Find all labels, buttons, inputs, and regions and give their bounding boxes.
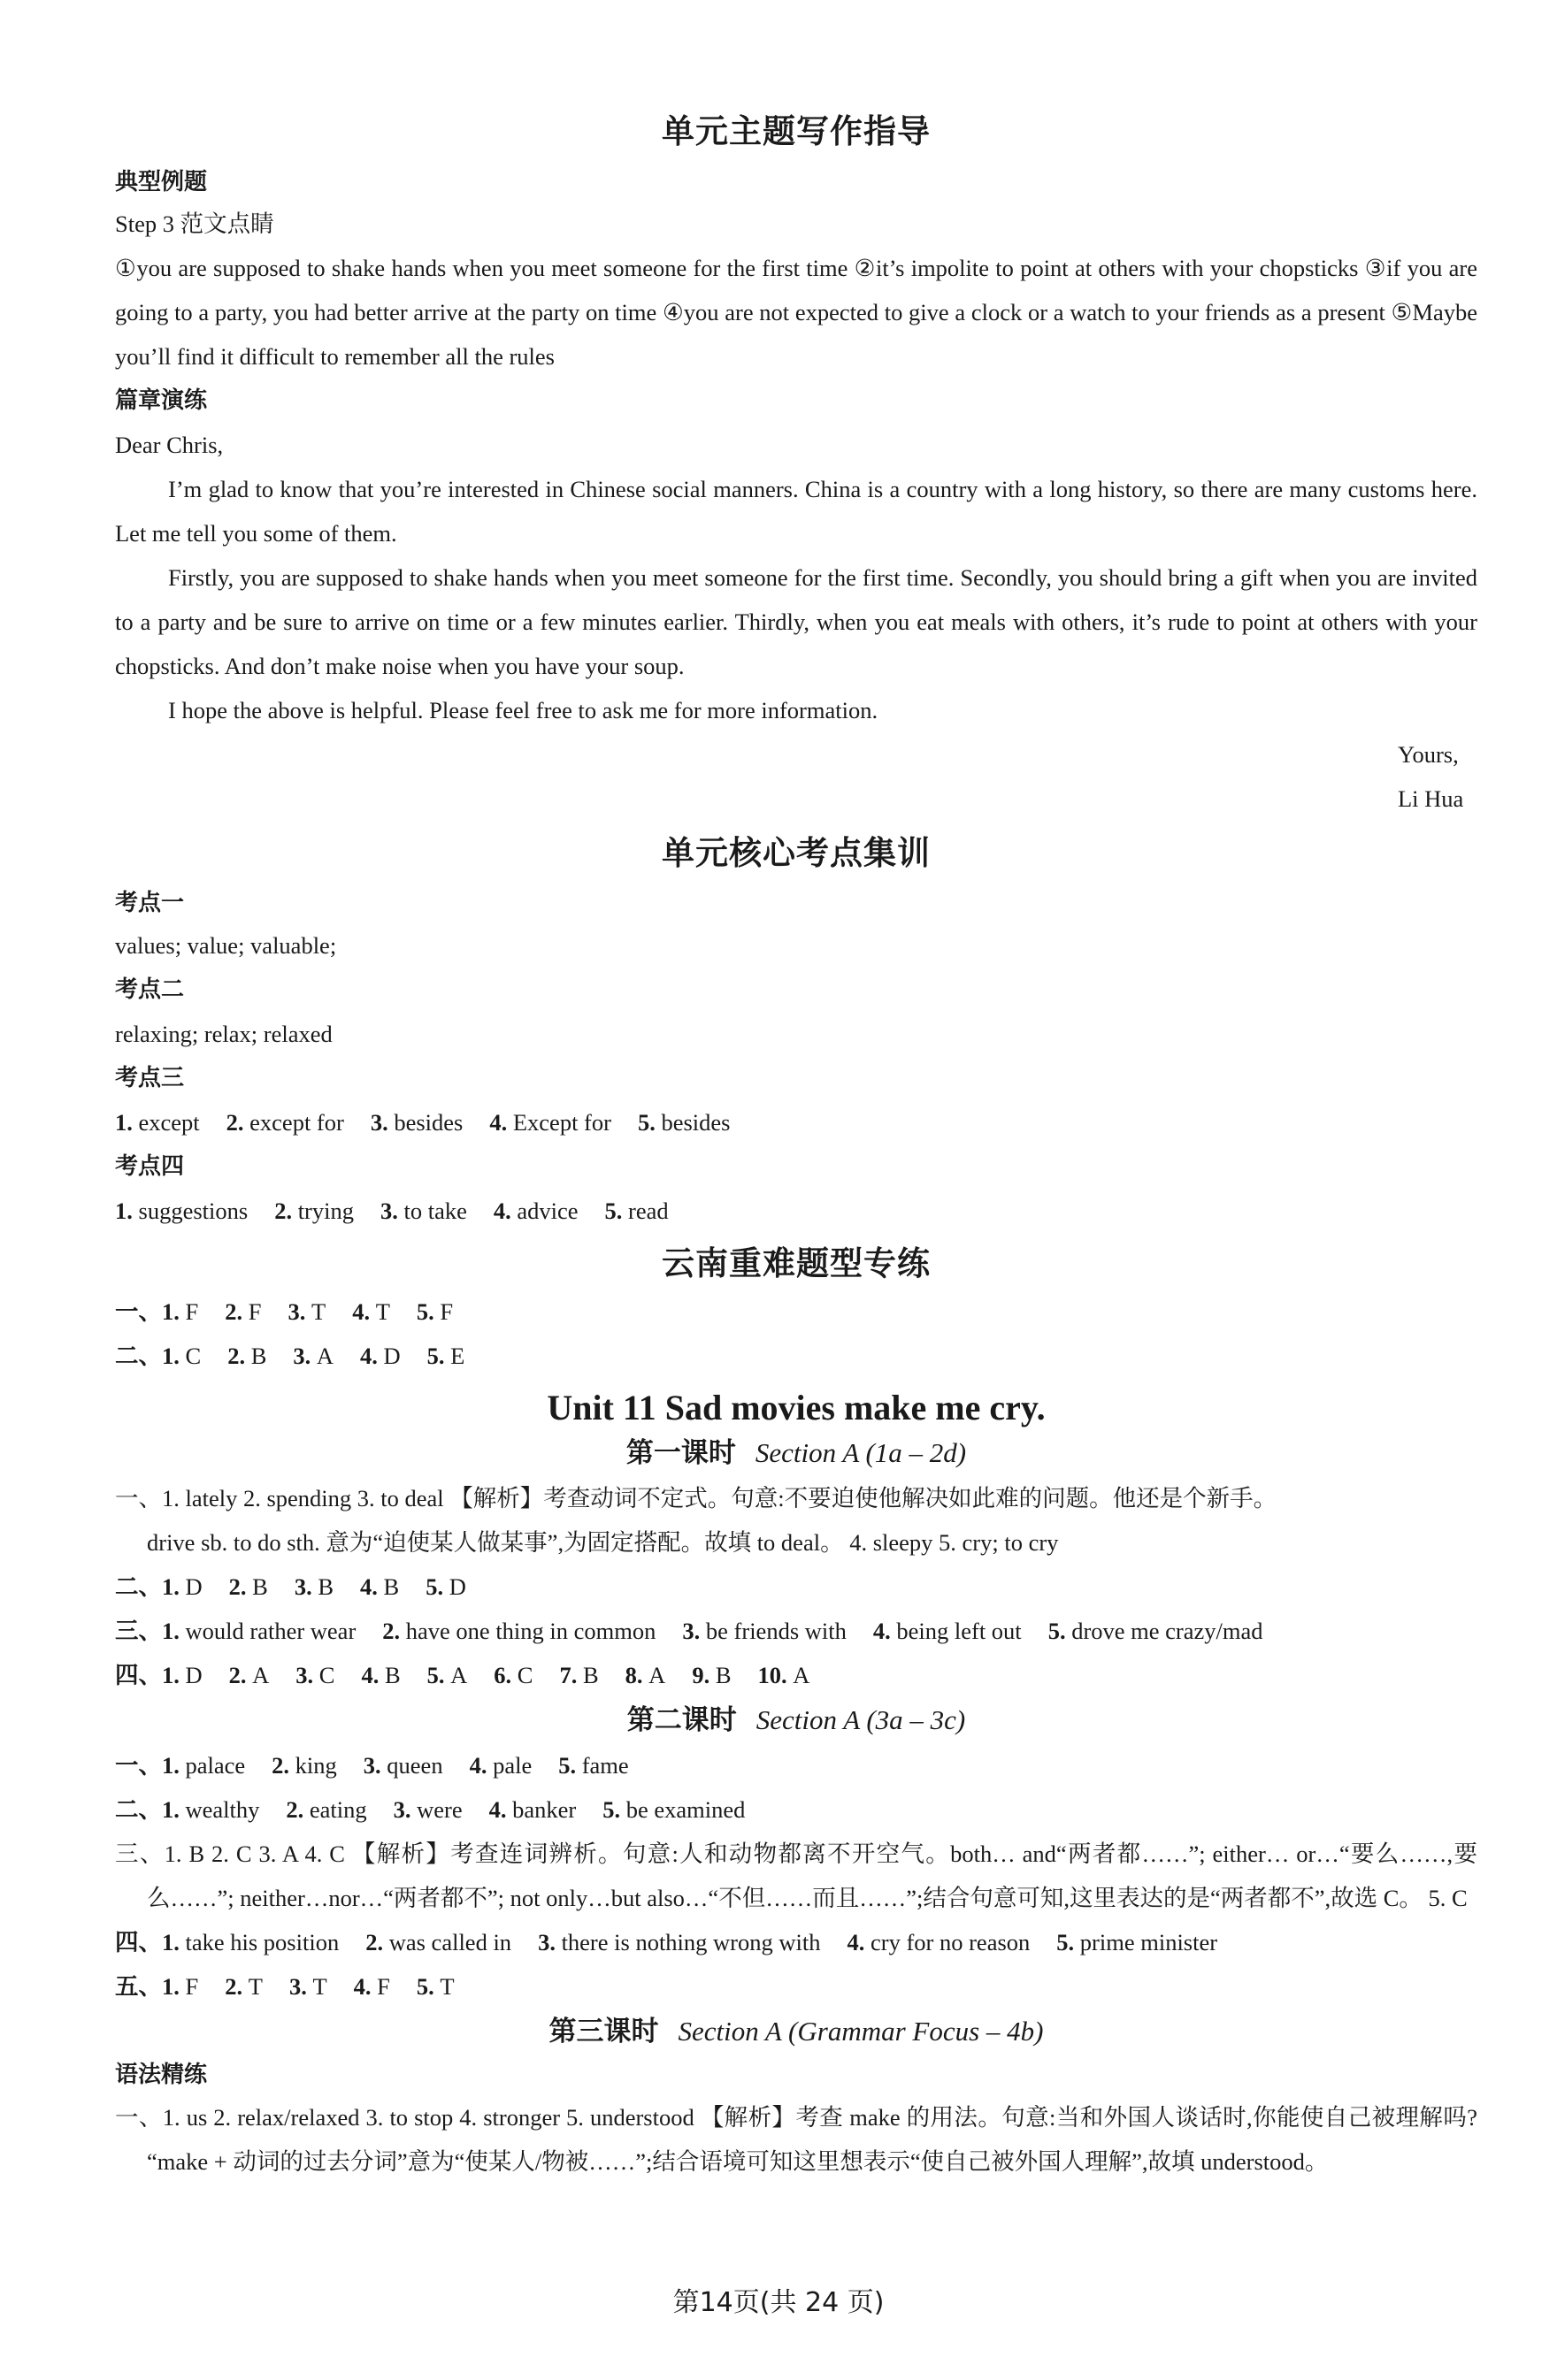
page-footer: 第14页(共 24 页) (672, 2287, 885, 2318)
item-answer: trying (297, 1198, 354, 1224)
answer-item (162, 1752, 245, 1779)
item-answer: D (449, 1573, 466, 1600)
item-answer: B (715, 1662, 732, 1688)
item-number: 3. (393, 1796, 418, 1823)
item-number: 4. (489, 1109, 513, 1136)
lesson-section: Section A (1a – 2d) (755, 1437, 967, 1468)
answer-row (115, 1609, 1477, 1653)
answer-item (229, 1573, 268, 1600)
answer-item (272, 1752, 337, 1779)
answer-item (682, 1618, 846, 1644)
row-prefix: 三、 (115, 1618, 162, 1644)
answer-item (360, 1343, 401, 1369)
answer-item (489, 1796, 577, 1823)
item-number: 4. (872, 1618, 897, 1644)
item-number: 3. (288, 1298, 311, 1325)
yunnan-title: 云南重难题型专练 (662, 1244, 931, 1282)
answer-item (692, 1662, 731, 1688)
item-number: 5. (637, 1109, 662, 1136)
row-prefix: 二、 (115, 1573, 162, 1600)
lesson-title: 第一课时 (625, 1437, 736, 1469)
point-answer (115, 1100, 1477, 1144)
answer-row (115, 1653, 1477, 1697)
answer-item (1056, 1929, 1217, 1955)
item-number: 5. (426, 1343, 451, 1369)
answer-item (289, 1973, 327, 2000)
item-number: 3. (363, 1752, 387, 1779)
answer-item (162, 1618, 356, 1644)
item-number: 5. (604, 1198, 629, 1224)
lesson-heading (115, 1430, 1477, 1476)
answer-item (602, 1796, 745, 1823)
answer-item (394, 1796, 463, 1823)
letter-paragraph: I hope the above is helpful. Please feel free to ask me for more information. (168, 697, 878, 723)
item-answer: F (440, 1298, 454, 1325)
item-answer: to take (403, 1198, 467, 1224)
item-answer: D (383, 1343, 401, 1369)
step-line: Step 3 范文点睛 (115, 210, 274, 237)
item-answer: B (582, 1662, 599, 1688)
item-answer: T (312, 1973, 327, 2000)
point-answer (115, 1189, 1477, 1233)
item-number: 5. (416, 1298, 441, 1325)
item-answer: A (316, 1343, 334, 1369)
item-answer: besides (394, 1109, 464, 1136)
item-number: 1. (162, 1929, 186, 1955)
item-answer: A (793, 1662, 810, 1688)
item-number: 5. (558, 1752, 582, 1779)
answer-item (538, 1929, 820, 1955)
row-prefix: 四、 (115, 1929, 162, 1955)
answer-item (162, 1796, 259, 1823)
item-number: 1. (162, 1298, 186, 1325)
item-answer: except (138, 1109, 200, 1136)
answer-row (115, 1787, 1477, 1832)
item-answer: B (384, 1662, 401, 1688)
item-number: 1. (162, 1796, 186, 1823)
item-number: 3. (370, 1109, 395, 1136)
item-number: 1. (162, 1752, 186, 1779)
item-number: 8. (625, 1662, 649, 1688)
answer-item (758, 1662, 810, 1688)
item-number: 4. (360, 1573, 384, 1600)
item-answer: C (318, 1662, 335, 1688)
practice-label: 篇章演练 (115, 387, 208, 414)
item-answer: prime minister (1079, 1929, 1218, 1955)
item-number: 3. (538, 1929, 562, 1955)
item-number: 1. (162, 1343, 186, 1369)
row-prefix: 一、 (115, 1752, 162, 1779)
answer-item (638, 1109, 731, 1136)
answer-item (470, 1752, 533, 1779)
item-number: 4. (352, 1298, 376, 1325)
row-prefix: 一、 (115, 1298, 162, 1325)
item-answer: cry for no reason (871, 1929, 1031, 1955)
answer-item (115, 1198, 248, 1224)
item-number: 7. (559, 1662, 583, 1688)
item-number: 1. (162, 1573, 186, 1600)
item-answer: B (383, 1573, 400, 1600)
answer-item (225, 1973, 263, 2000)
item-answer: T (311, 1298, 326, 1325)
item-answer: palace (185, 1752, 246, 1779)
item-number: 3. (682, 1618, 706, 1644)
answer-item (360, 1573, 399, 1600)
answer-item (274, 1198, 354, 1224)
answer-item (625, 1662, 666, 1688)
item-answer: C (517, 1662, 533, 1688)
lesson-heading (115, 2009, 1477, 2055)
item-answer: advice (517, 1198, 579, 1224)
item-number: 2. (225, 1973, 249, 2000)
answer-item (380, 1198, 467, 1224)
answer-item (286, 1796, 366, 1823)
item-answer: A (252, 1662, 270, 1688)
item-number: 2. (228, 1662, 253, 1688)
item-answer: A (450, 1662, 468, 1688)
item-number: 5. (426, 1573, 449, 1600)
answer-item (365, 1929, 511, 1955)
point-answer: relaxing; relax; relaxed (115, 1021, 333, 1047)
item-number: 1. (115, 1109, 139, 1136)
point-label: 考点三 (115, 1065, 185, 1091)
answer-paragraph: 三、1. B 2. C 3. A 4. C 【解析】考查连词辨析。句意:人和动物都离不开空气。both… and“两者都……”; either… or…“要么……,要么……”; neither…nor…“两者都不”; not only…but also…“不但……而且……”;结合句意可知,这里表达的是“两者都不”,故选 C。 5. C (115, 1840, 1477, 1911)
answer-item (162, 1662, 203, 1688)
item-number: 1. (162, 1662, 186, 1688)
item-answer: D (185, 1662, 203, 1688)
answer-item (226, 1109, 344, 1136)
answer-item (288, 1298, 326, 1325)
item-answer: C (185, 1343, 202, 1369)
item-number: 9. (692, 1662, 716, 1688)
answer-row (115, 1289, 1477, 1334)
item-answer: E (450, 1343, 465, 1369)
item-number: 4. (360, 1343, 384, 1369)
item-number: 5. (602, 1796, 626, 1823)
lesson-title: 第三课时 (548, 2016, 659, 2047)
answer-item (352, 1298, 390, 1325)
answer-item (162, 1973, 198, 2000)
item-number: 2. (382, 1618, 406, 1644)
item-answer: besides (661, 1109, 731, 1136)
item-answer: B (318, 1573, 334, 1600)
item-answer: Except for (512, 1109, 611, 1136)
row-prefix: 四、 (115, 1662, 162, 1688)
answer-item (605, 1198, 669, 1224)
item-answer: T (248, 1973, 263, 2000)
item-number: 2. (228, 1573, 253, 1600)
item-number: 3. (293, 1343, 317, 1369)
answer-paragraph: 一、1. us 2. relax/relaxed 3. to stop 4. stronger 5. understood 【解析】考查 make 的用法。句意:当和外国人谈话时,你能使自己被理解吗? “make + 动词的过去分词”意为“使某人/物被……”;结合语境可知这里想表示“使自己被外国人理解”,故填 understood。 (115, 2104, 1477, 2175)
item-answer: F (185, 1298, 199, 1325)
lesson-heading (115, 1697, 1477, 1743)
answer-item (558, 1752, 628, 1779)
answer-item (494, 1662, 533, 1688)
item-number: 5. (416, 1973, 441, 2000)
core-title: 单元核心考点集训 (662, 834, 931, 872)
answer-row (115, 1964, 1477, 2009)
item-answer: F (377, 1973, 390, 2000)
answer-item (293, 1343, 334, 1369)
item-answer: would rather wear (185, 1618, 357, 1644)
item-answer: except for (249, 1109, 344, 1136)
item-number: 4. (469, 1752, 494, 1779)
item-number: 2. (272, 1752, 295, 1779)
lesson-section: Section A (Grammar Focus – 4b) (678, 2016, 1044, 2047)
item-answer: being left out (896, 1618, 1022, 1644)
item-number: 5. (426, 1662, 451, 1688)
item-answer: take his position (185, 1929, 340, 1955)
item-answer: T (375, 1298, 390, 1325)
item-number: 3. (380, 1198, 404, 1224)
item-number: 4. (493, 1198, 518, 1224)
item-answer: drove me crazy/mad (1071, 1618, 1263, 1644)
item-answer: suggestions (138, 1198, 249, 1224)
answer-paragraph: 一、1. lately 2. spending 3. to deal 【解析】考查动词不定式。句意:不要迫使他解决如此难的问题。他还是个新手。 drive sb. to do sth. 意为“迫使某人做某事”,为固定搭配。故填 to deal。 4. sleepy 5. cry; to cry (115, 1485, 1277, 1556)
answer-item (494, 1198, 579, 1224)
point-label: 考点二 (115, 976, 185, 1003)
answer-item (229, 1662, 270, 1688)
answer-row (115, 1920, 1477, 1964)
grammar-label: 语法精练 (115, 2062, 208, 2088)
item-answer: B (252, 1573, 268, 1600)
writing-title: 单元主题写作指导 (662, 112, 931, 150)
row-prefix: 二、 (115, 1343, 162, 1369)
answer-item (225, 1298, 261, 1325)
answer-item (162, 1343, 201, 1369)
item-number: 4. (488, 1796, 513, 1823)
answer-item (162, 1298, 198, 1325)
item-answer: wealthy (185, 1796, 260, 1823)
letter-paragraph: I’m glad to know that you’re interested in Chinese social manners. China is a country with a long history, so there are many customs here. Let me tell you some of them. (115, 476, 1477, 547)
answer-item (427, 1662, 468, 1688)
item-answer: F (185, 1973, 199, 2000)
item-number: 4. (847, 1929, 871, 1955)
item-number: 1. (162, 1973, 186, 2000)
example-label: 典型例题 (115, 169, 208, 195)
answer-item (115, 1109, 200, 1136)
item-answer: eating (309, 1796, 367, 1823)
item-number: 2. (225, 1298, 249, 1325)
item-answer: there is nothing wrong with (561, 1929, 821, 1955)
answer-item (417, 1973, 455, 2000)
item-answer: D (185, 1573, 203, 1600)
item-answer: read (628, 1198, 669, 1224)
item-answer: queen (387, 1752, 443, 1779)
item-number: 3. (288, 1973, 313, 2000)
answer-item (364, 1752, 443, 1779)
unit-title: Unit 11 Sad movies make me cry. (547, 1388, 1046, 1427)
item-number: 5. (1056, 1929, 1080, 1955)
item-answer: king (295, 1752, 337, 1779)
item-answer: was called in (388, 1929, 512, 1955)
answer-item (426, 1573, 466, 1600)
answer-item (295, 1573, 334, 1600)
item-answer: pale (493, 1752, 533, 1779)
item-number: 2. (227, 1343, 251, 1369)
item-number: 2. (365, 1929, 389, 1955)
answer-row (115, 1565, 1477, 1609)
answer-item (873, 1618, 1022, 1644)
answer-item (559, 1662, 598, 1688)
answer-row (115, 1743, 1477, 1787)
answer-item (371, 1109, 464, 1136)
key-sentences: ①you are supposed to shake hands when you meet someone for the first time ②it’s impolite to point at others with your chopsticks ③if you are going to a party, you had better arrive at the party on time ④you are not expected to give a clock or a watch to your friends as a present ⑤Maybe you’ll find it difficult to remember all the rules (115, 255, 1477, 370)
item-answer: B (250, 1343, 267, 1369)
item-number: 3. (295, 1662, 319, 1688)
item-answer: have one thing in common (405, 1618, 656, 1644)
answer-item (489, 1109, 611, 1136)
point-answer: values; value; valuable; (115, 932, 337, 959)
lesson-title: 第二课时 (626, 1704, 737, 1736)
row-prefix: 五、 (115, 1973, 162, 2000)
answer-item (227, 1343, 266, 1369)
item-number: 1. (115, 1198, 139, 1224)
item-number: 10. (757, 1662, 794, 1688)
answer-item (162, 1573, 203, 1600)
answer-item (295, 1662, 334, 1688)
item-answer: F (248, 1298, 262, 1325)
letter-salutation: Dear Chris, (115, 432, 224, 458)
row-prefix: 二、 (115, 1796, 162, 1823)
item-answer: fame (581, 1752, 629, 1779)
item-answer: T (440, 1973, 455, 2000)
item-number: 2. (274, 1198, 298, 1224)
answer-item (162, 1929, 339, 1955)
answer-item (417, 1298, 453, 1325)
answer-item (427, 1343, 465, 1369)
answer-row (115, 1334, 1477, 1378)
item-answer: banker (512, 1796, 577, 1823)
item-number: 2. (286, 1796, 310, 1823)
item-answer: be friends with (705, 1618, 847, 1644)
answer-item (354, 1973, 390, 2000)
item-number: 6. (494, 1662, 518, 1688)
point-label: 考点一 (115, 890, 185, 916)
point-label: 考点四 (115, 1153, 185, 1180)
item-answer: were (417, 1796, 463, 1823)
item-answer: be examined (625, 1796, 746, 1823)
answer-item (361, 1662, 400, 1688)
lesson-section: Section A (3a – 3c) (755, 1704, 966, 1735)
item-number: 4. (361, 1662, 385, 1688)
item-answer: A (648, 1662, 666, 1688)
answer-item (848, 1929, 1031, 1955)
item-number: 3. (294, 1573, 318, 1600)
letter-signature: Li Hua (1398, 785, 1464, 812)
letter-paragraph: Firstly, you are supposed to shake hands when you meet someone for the first time. Secondly, you should bring a gift when you are invited to a party and be sure to arrive on time or a few minutes earlier. Thirdly, when you eat meals with others, it’s rude to point at others with your chopsticks. And don’t make noise when you have your soup. (115, 564, 1477, 679)
item-number: 5. (1047, 1618, 1072, 1644)
answer-item (1048, 1618, 1263, 1644)
item-number: 2. (226, 1109, 250, 1136)
item-number: 1. (162, 1618, 186, 1644)
letter-closing: Yours, (1398, 741, 1459, 768)
answer-item (382, 1618, 656, 1644)
answer-page (115, 104, 1477, 2184)
item-number: 4. (353, 1973, 378, 2000)
